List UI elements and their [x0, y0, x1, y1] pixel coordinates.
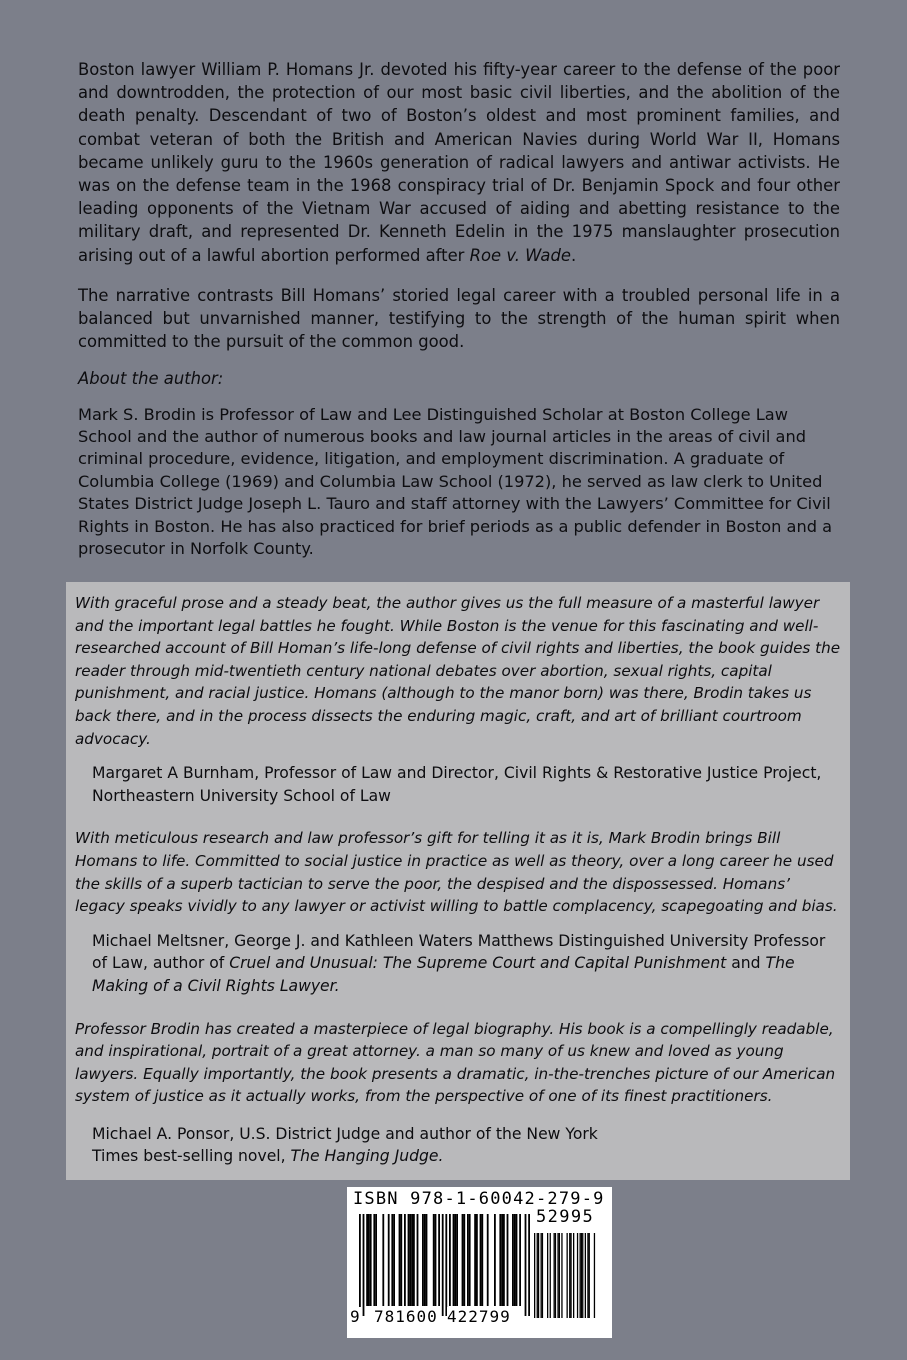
barcode-bar	[542, 1233, 543, 1318]
synopsis-paragraph-2: The narrative contrasts Bill Homans’ storied legal career with a troubled personal life in a balanced but unvarnished manner, testifying to the strength of the human spirit when committed to the pursuit of the common good.	[78, 285, 840, 352]
synopsis-end: .	[570, 245, 577, 265]
synopsis-paragraph-1	[78, 58, 840, 267]
barcode-bar	[373, 1214, 375, 1306]
barcode-bar	[400, 1214, 402, 1306]
barcode-bar	[474, 1214, 476, 1306]
ean-first-digit: 9	[350, 1307, 361, 1326]
barcode-bar	[370, 1214, 372, 1306]
addon-bars	[534, 1233, 598, 1318]
barcode-bar	[366, 1214, 368, 1306]
attr3-text: Michael A. Ponsor, U.S. District Judge and author of the New York Times best-selling novel,	[92, 1124, 598, 1166]
barcode-bar	[501, 1214, 503, 1306]
book-title-hanging-judge: The Hanging Judge.	[290, 1147, 444, 1166]
barcode-bar	[408, 1214, 410, 1306]
barcode-bar	[499, 1214, 501, 1306]
case-name: Roe v. Wade	[469, 245, 571, 265]
endorsement-attribution-1: Margaret A Burnham, Professor of Law and Director, Civil Rights & Restorative Justice Project, Northeastern University School of Law	[92, 764, 822, 805]
barcode-bar	[587, 1233, 588, 1318]
barcode-bar	[433, 1214, 435, 1306]
barcode-bar	[426, 1214, 428, 1306]
synopsis-text: Boston lawyer William P. Homans Jr. devoted his fifty-year career to the defense of the poor and downtrodden, the protection of our most basic civil liberties, and the abolition of the death penalty. Descendant of two of Boston’s oldest and most prominent families, and combat veteran of both the British and American Navies during World War II, Homans became unlikely guru to the 1960s generation of radical lawyers and antiwar activists. He was on the defense team in the 1968 conspiracy trial of Dr. Benjamin Spock and four other leading opponents of the Vietnam War accused of aiding and abetting resistance to the military draft, and represented Dr. Kenneth Edelin in the 1975 manslaughter prosecution arising out of a lawful abortion performed after	[78, 60, 840, 265]
barcode-bar	[503, 1214, 505, 1306]
barcode-bar	[487, 1214, 489, 1306]
barcode-bar	[424, 1214, 426, 1306]
barcode-bar	[534, 1233, 535, 1318]
barcode-bar	[519, 1214, 521, 1306]
barcode-bar	[514, 1214, 516, 1306]
barcode-bar	[569, 1233, 570, 1318]
barcode-bar	[462, 1214, 464, 1306]
barcode-bar	[382, 1214, 384, 1306]
barcode-bar	[469, 1214, 471, 1306]
barcode-bar	[481, 1214, 483, 1306]
price-code: 52995	[536, 1207, 595, 1227]
barcode-bar	[391, 1214, 393, 1306]
endorsements-panel	[66, 582, 850, 1180]
barcode-bar	[467, 1214, 469, 1306]
barcode-bar	[445, 1214, 447, 1316]
ean-left-digits: 781600	[374, 1307, 438, 1326]
endorsement-quote-1: With graceful prose and a steady beat, the author gives us the full measure of a masterful lawyer and the important legal battles he fought. While Boston is the venue for this fascinating and well-researched account of Bill Homan’s life-long defense of civil rights and liberties, the book guides the reader through mid-twentieth century national debates over abortion, sexual rights, capital punishment, and racial justice. Homans (although to the manor born) was there, Brodin takes us back there, and in the process dissects the enduring magic, craft, and art of brilliant courtroom advocacy.	[75, 594, 841, 748]
endorsement-quote-3: Professor Brodin has created a masterpiece of legal biography. His book is a compellingly readable, and inspirational, portrait of a great attorney. a man so many of us knew and loved as young lawyers. Equally importantly, the book presents a dramatic, in-the-trenches picture of our American system of justice as it actually works, from the perspective of one of its finest practitioners.	[75, 1019, 836, 1106]
barcode-bar	[422, 1214, 424, 1306]
barcode-bar	[555, 1233, 556, 1318]
barcode-bar	[476, 1214, 478, 1306]
barcode-bar	[582, 1233, 583, 1318]
attr2-text: Michael Meltsner, George J. and Kathleen Waters Matthews Distinguished University Professor of Law, author of	[92, 931, 826, 973]
barcode-bar	[388, 1214, 390, 1306]
attr2-and: and	[726, 954, 766, 973]
barcode-bar	[456, 1214, 458, 1306]
barcode-bar	[570, 1233, 571, 1318]
about-author-heading: About the author:	[78, 369, 224, 389]
ean13-bars	[359, 1214, 531, 1318]
barcode-bar	[442, 1214, 444, 1316]
barcode-bar	[453, 1214, 455, 1306]
barcode-bar	[528, 1214, 530, 1316]
barcode-bar	[435, 1214, 437, 1306]
barcode-bar	[449, 1214, 451, 1306]
barcode-bar	[516, 1214, 518, 1306]
barcode-bar	[554, 1233, 555, 1318]
barcode-bar	[375, 1214, 377, 1306]
barcode-bar	[512, 1214, 514, 1306]
barcode-bar	[368, 1214, 370, 1306]
book-title-making-of-lawyer: The Making of a Civil Rights Lawyer.	[92, 954, 795, 995]
barcode-bar	[454, 1214, 456, 1306]
barcode-bar	[580, 1233, 581, 1318]
barcode-bar	[393, 1214, 395, 1306]
description-block	[78, 58, 840, 560]
barcode-bar	[507, 1214, 509, 1306]
barcode-bar	[413, 1214, 415, 1306]
barcode-bar	[577, 1233, 578, 1318]
isbn-label: ISBN 978-1-60042-279-9	[353, 1189, 605, 1209]
barcode-bar	[463, 1214, 465, 1306]
barcode-bar	[573, 1233, 574, 1318]
barcode-bar	[557, 1233, 558, 1318]
barcode-bar	[538, 1233, 539, 1318]
barcode-bar	[547, 1233, 548, 1318]
endorsement-quote-2: With meticulous research and law professor’s gift for telling it as it is, Mark Brodin brings Bill Homans to life. Committed to social justice in practice as well as theory, over a long career he used the skills of a superb tactician to serve the poor, the despised and the dispossessed. Homans’ legacy speaks vividly to any lawyer or activist willing to battle complacency, scapegoating and bias.	[75, 829, 838, 916]
author-bio: Mark S. Brodin is Professor of Law and Lee Distinguished Scholar at Boston College Law School and the author of numerous books and law journal articles in the areas of civil and criminal procedure, evidence, litigation, and employment discrimination. A graduate of Columbia College (1969) and Columbia Law School (1972), he served as law clerk to United States District Judge Joseph L. Tauro and staff attorney with the Lawyers’ Committee for Civil Rights in Boston. He has also practiced for brief periods as a public defender in Boston and a prosecutor in Norfolk County.	[78, 404, 833, 559]
barcode-bar	[399, 1214, 401, 1306]
barcode-bar	[561, 1233, 562, 1318]
barcode-bar	[404, 1214, 406, 1306]
barcode-bar	[363, 1214, 365, 1316]
barcode-bar	[494, 1214, 496, 1306]
barcode-bar	[589, 1233, 590, 1318]
barcode-bar	[525, 1214, 527, 1316]
barcode-bar	[409, 1214, 411, 1306]
barcode-bar	[480, 1214, 482, 1306]
isbn-barcode	[347, 1187, 612, 1338]
barcode-bar	[585, 1233, 586, 1318]
barcode-bar	[567, 1233, 568, 1318]
barcode-bar	[594, 1233, 595, 1318]
endorsement-attribution-2	[92, 930, 841, 998]
barcode-bar	[417, 1214, 419, 1306]
barcode-bar	[550, 1233, 551, 1318]
barcode-bar	[581, 1233, 582, 1318]
barcode-bar	[537, 1233, 538, 1318]
barcode-bar	[411, 1214, 413, 1306]
barcode-bar	[359, 1214, 361, 1316]
endorsement-attribution-3	[92, 1123, 632, 1168]
ean-right-digits: 422799	[447, 1307, 511, 1326]
barcode-bar	[559, 1233, 560, 1318]
barcode-bar	[438, 1214, 440, 1306]
barcode-bar	[541, 1233, 542, 1318]
book-title-cruel-and-unusual: Cruel and Unusual: The Supreme Court and Capital Punishment	[229, 954, 727, 973]
